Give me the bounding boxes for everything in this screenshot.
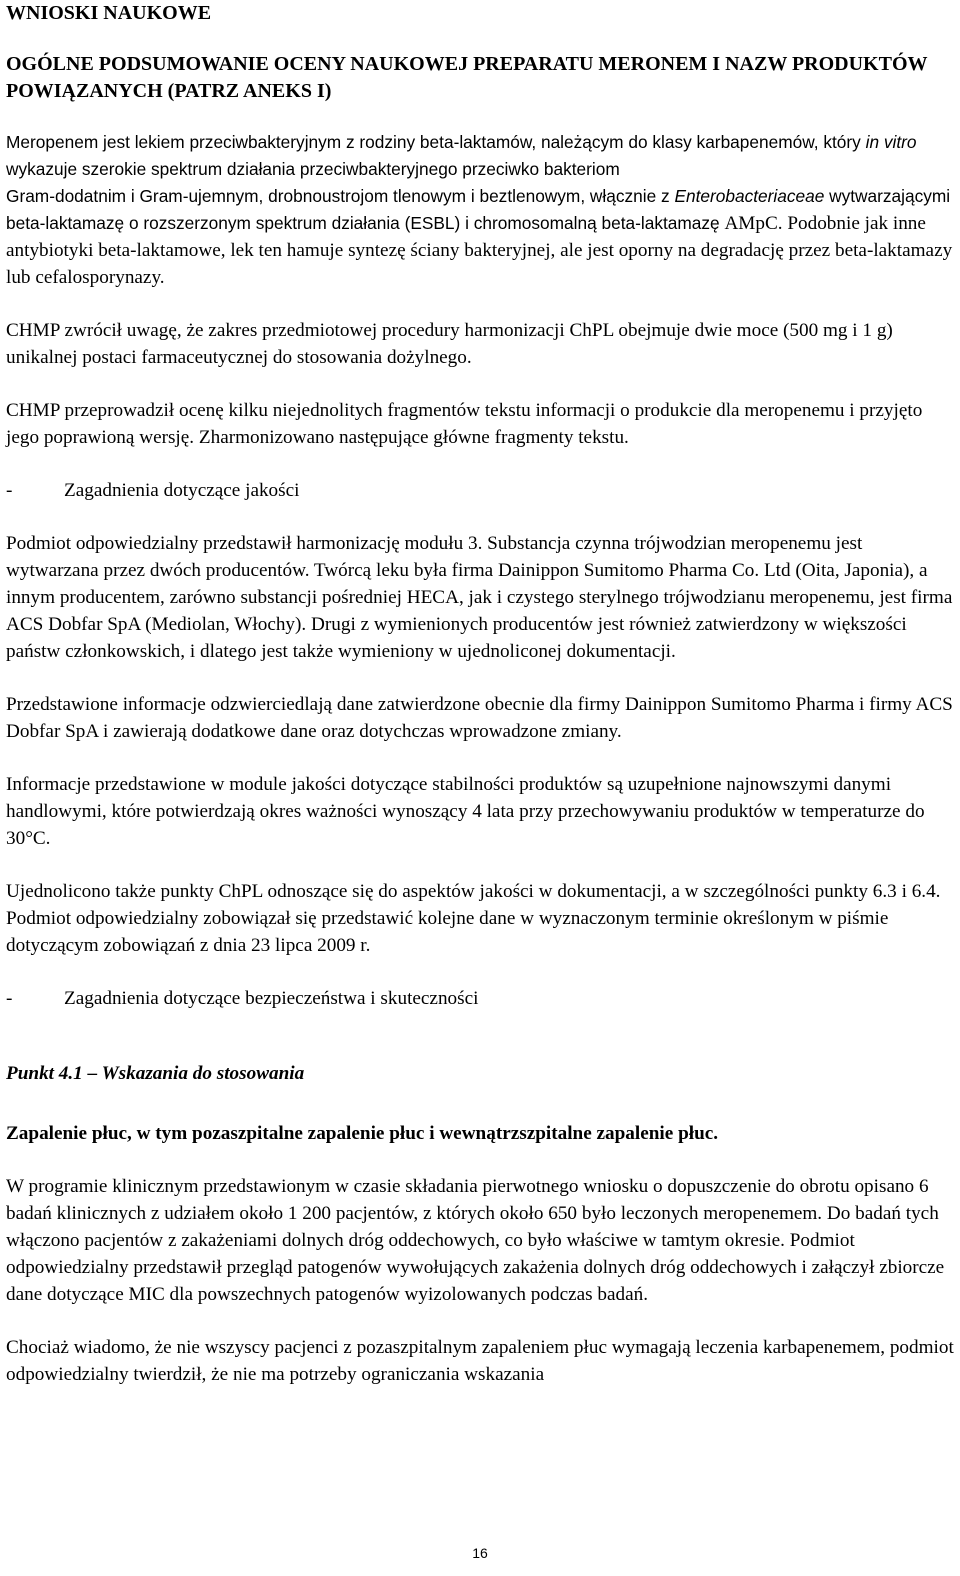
text-run: AMpC. Podobnie jak inne antybiotyki beta-laktamowe, lek ten [6, 213, 926, 261]
bullet-text: Zagadnienia dotyczące bezpieczeństwa i skuteczności [64, 988, 479, 1009]
paragraph-carbapenem: Chociaż wiadomo, że nie wszyscy pacjenci z pozaszpitalnym zapaleniem płuc wymagają leczenia karbapenemem, podmiot odpowiedzialny twierdził, że nie ma potrzeby ograniczania wskazania [6, 1337, 954, 1385]
subsection-pneumonia: Zapalenie płuc, w tym pozaszpitalne zapalenie płuc i wewnątrzszpitalne zapalenie płuc. [6, 1123, 719, 1144]
text-run: hamuje syntezę ściany bakteryjnej, ale jest oporny na degradację przez beta-laktamazy lub cefalosporynazy. [6, 240, 953, 288]
bullet-dash: - [6, 988, 13, 1009]
section-heading: OGÓLNE PODSUMOWANIE OCENY NAUKOWEJ PREPARATU MERONEM I NAZW PRODUKTÓW POWIĄZANYCH (PATRZ ANEKS I) [6, 53, 928, 102]
text-run: Meropenem jest lekiem przeciwbakteryjnym z rodziny beta-laktamów, należącym do klasy karbapenemów, który [6, 132, 866, 152]
text-run-italic: Enterobacteriaceae [674, 186, 825, 206]
text-run-italic: in vitro [865, 132, 917, 152]
bullet-safety-efficacy [6, 985, 954, 1012]
bullet-text: Zagadnienia dotyczące jakości [64, 480, 300, 501]
paragraph-stability: Informacje przedstawione w module jakości dotyczące stabilności produktów są uzupełnione najnowszymi danymi handlowymi, które potwierdzają okres ważności wynoszący 4 lata przy przechowywaniu produktów w temperaturze do 30°C. [6, 774, 925, 849]
document-page [6, 0, 954, 1388]
document-title: WNIOSKI NAUKOWE [6, 2, 212, 24]
paragraph-chmp-assessment: CHMP przeprowadził ocenę kilku niejednolitych fragmentów tekstu informacji o produkcie dla meropenemu i przyjęto jego poprawioną wersję. Zharmonizowano następujące główne fragmenty tekstu. [6, 400, 923, 448]
section-indications: Punkt 4.1 – Wskazania do stosowania [6, 1063, 305, 1084]
bullet-dash: - [6, 480, 13, 501]
text-run: wykazuje szerokie spektrum działania przeciwbakteryjnego przeciwko bakteriom [6, 159, 620, 179]
bullet-quality [6, 477, 954, 504]
page-number: 16 [472, 1545, 488, 1561]
text-run: Gram-dodatnim i Gram-ujemnym, drobnoustrojom tlenowym i beztlenowym, włącznie z [6, 186, 675, 206]
paragraph-chpl-quality: Ujednolicono także punkty ChPL odnoszące się do aspektów jakości w dokumentacji, a w szczególności punkty 6.3 i 6.4. Podmiot odpowiedzialny zobowiązał się przedstawić kolejne dane w wyznaczonym terminie określonym w piśmie dotyczącym zobowiązań z dnia 23 lipca 2009 r. [6, 881, 941, 956]
paragraph-meropenem-intro [6, 129, 954, 291]
paragraph-chmp-scope: CHMP zwrócił uwagę, że zakres przedmiotowej procedury harmonizacji ChPL obejmuje dwie moce (500 mg i 1 g) unikalnej postaci farmaceutycznej do stosowania dożylnego. [6, 320, 893, 368]
paragraph-clinical-program: W programie klinicznym przedstawionym w czasie składania pierwotnego wniosku o dopuszczenie do obrotu opisano 6 badań klinicznych z udziałem około 1 200 pacjentów, z których około 650 było leczonych meropenemem. Do badań tych włączono pacjentów z zakażeniami dolnych dróg oddechowych, co było właściwe w tamtym okresie. Podmiot odpowiedzialny przedstawił przegląd patogenów wywołujących zakażenia dolnych dróg oddechowych i załączył zbiorcze dane dotyczące MIC dla powszechnych patogenów wyizolowanych podczas badań. [6, 1176, 945, 1305]
paragraph-module3: Podmiot odpowiedzialny przedstawił harmonizację modułu 3. Substancja czynna trójwodzian meropenemu jest wytwarzana przez dwóch producentów. Twórcą leku była firma Dainippon Sumitomo Pharma Co. Ltd (Oita, Japonia), a innym producentem, zarówno substancji pośredniej HECA, jak i czystego sterylnego trójwodzianu meropenemu, jest firma ACS Dobfar SpA (Mediolan, Włochy). Drugi z wymienionych producentów jest również zatwierdzony w większości państw członkowskich, i dlatego jest także wymieniony w ujednoliconej dokumentacji. [6, 533, 953, 662]
paragraph-approved-data: Przedstawione informacje odzwierciedlają dane zatwierdzone obecnie dla firmy Dainippon Sumitomo Pharma i firmy ACS Dobfar SpA i zawierają dodatkowe dane oraz dotychczas wprowadzone zmiany. [6, 694, 953, 742]
text-run: wytwarzającymi beta-laktamazę o rozszerzonym spektrum działania (ESBL) i chromosomalną beta-laktamazę [6, 186, 951, 233]
